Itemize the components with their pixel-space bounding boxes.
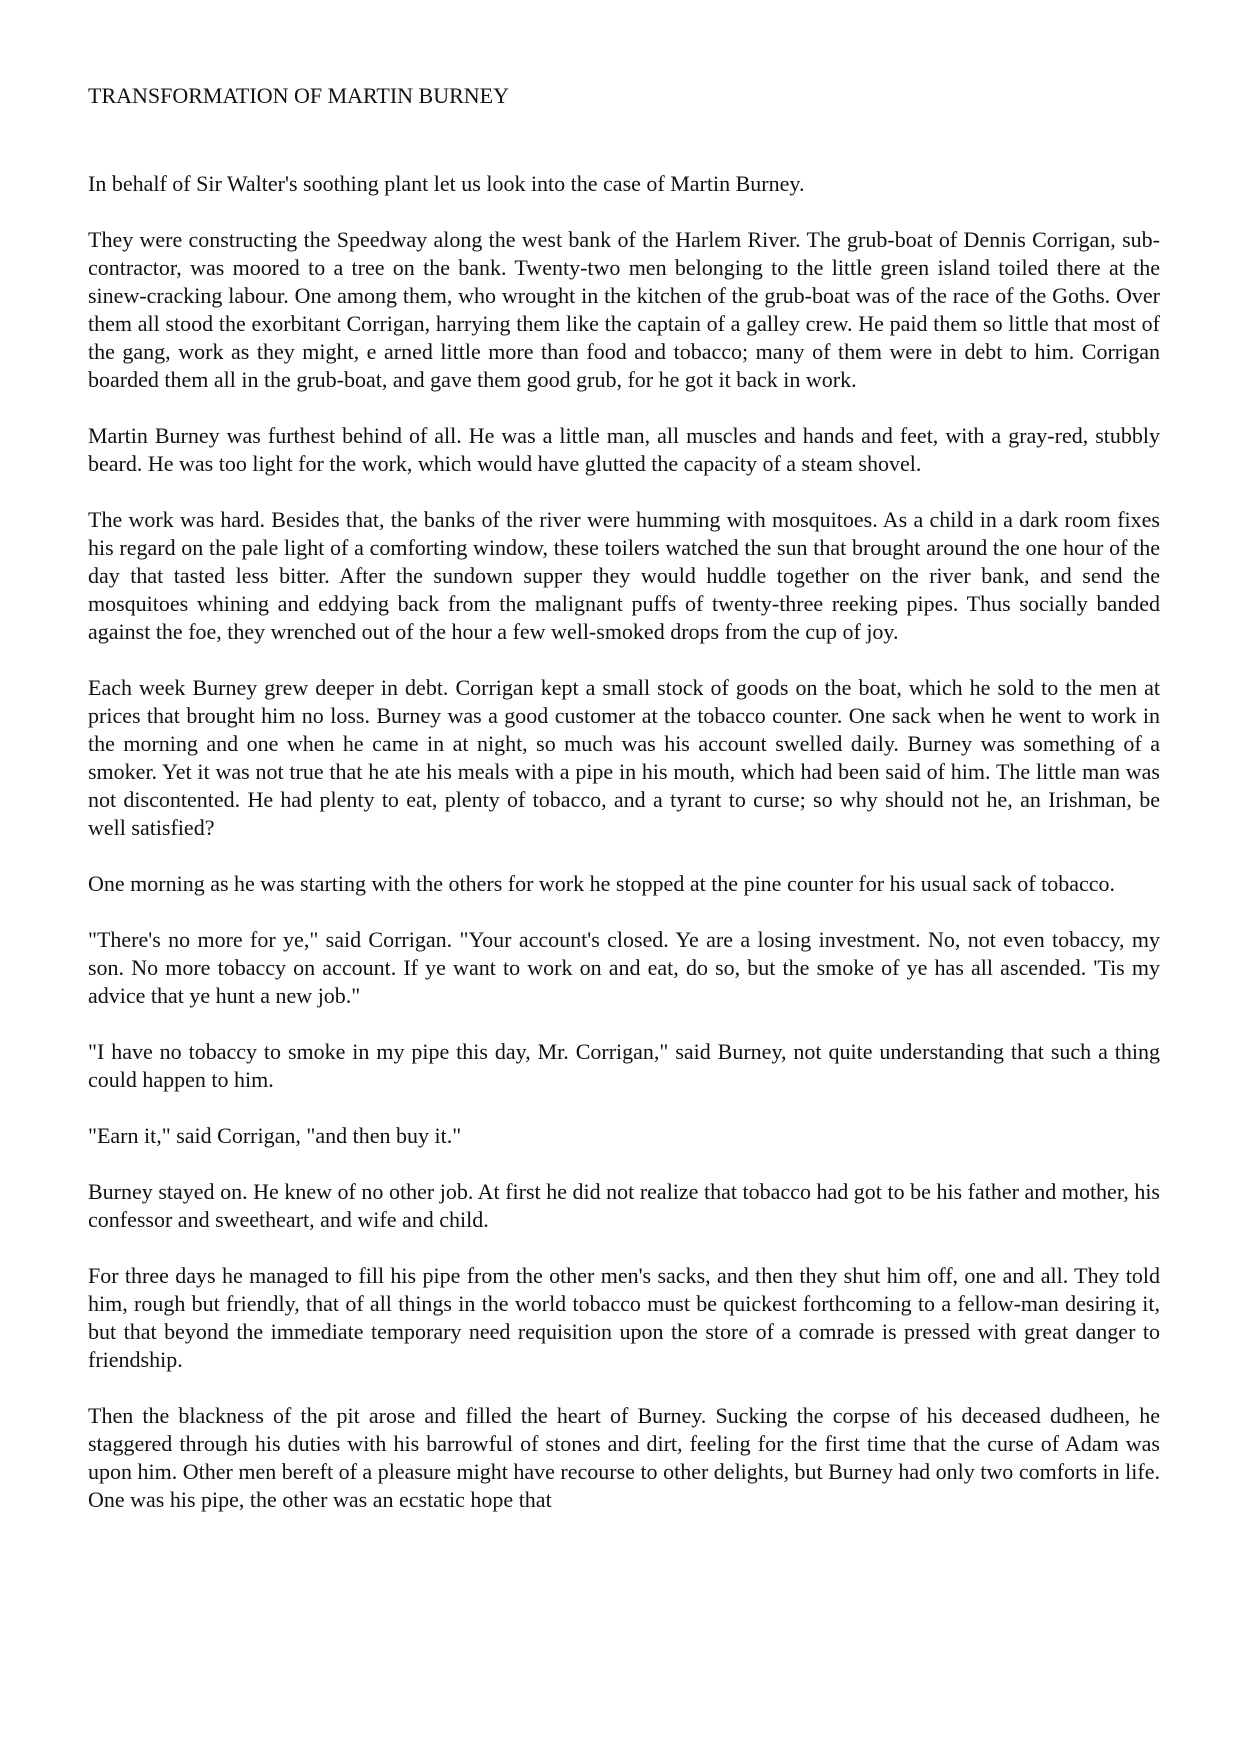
paragraph-12: Then the blackness of the pit arose and filled the heart of Burney. Sucking the corpse of his deceased dudheen, he staggered through his duties with his barrowful of stones and dirt, feeling for the first time that the curse of Adam was upon him. Other men bereft of a pleasure might have recourse to other delights, but Burney had only two comforts in life. One was his pipe, the other was an ecstatic hope that bbox=[88, 1403, 1160, 1512]
paragraph-9: "Earn it," said Corrigan, "and then buy it." bbox=[88, 1123, 462, 1148]
paragraph-3: Martin Burney was furthest behind of all. He was a little man, all muscles and hands and feet, with a gray-red, stubbly beard. He was too light for the work, which would have glutted the capacity of a steam shovel. bbox=[88, 423, 1160, 476]
document-title: TRANSFORMATION OF MARTIN BURNEY bbox=[88, 83, 509, 108]
paragraph-6: One morning as he was starting with the others for work he stopped at the pine counter for his usual sack of tobacco. bbox=[88, 871, 1116, 896]
paragraph-4: The work was hard. Besides that, the banks of the river were humming with mosquitoes. As a child in a dark room fixes his regard on the pale light of a comforting window, these toilers watched the sun that brought around the one hour of the day that tasted less bitter. After the sundown supper they would huddle together on the river bank, and send the mosquitoes whining and eddying back from the malignant puffs of twenty-three reeking pipes. Thus socially banded against the foe, they wrenched out of the hour a few well-smoked drops from the cup of joy. bbox=[88, 507, 1160, 644]
paragraph-2: They were constructing the Speedway along the west bank of the Harlem River. The grub-boat of Dennis Corrigan, sub-contractor, was moored to a tree on the bank. Twenty-two men belonging to the little green island toiled there at the sinew-cracking labour. One among them, who wrought in the kitchen of the grub-boat was of the race of the Goths. Over them all stood the exorbitant Corrigan, harrying them like the captain of a galley crew. He paid them so little that most of the gang, work as they might, e arned little more than food and tobacco; many of them were in debt to him. Corrigan boarded them all in the grub-boat, and gave them good grub, for he got it back in work. bbox=[88, 227, 1160, 392]
paragraph-8: "I have no tobaccy to smoke in my pipe this day, Mr. Corrigan," said Burney, not quite understanding that such a thing could happen to him. bbox=[88, 1039, 1160, 1092]
paragraph-1: In behalf of Sir Walter's soothing plant let us look into the case of Martin Burney. bbox=[88, 171, 805, 196]
paragraph-11: For three days he managed to fill his pipe from the other men's sacks, and then they shut him off, one and all. They told him, rough but friendly, that of all things in the world tobacco must be quickest forthcoming to a fellow-man desiring it, but that beyond the immediate temporary need requisition upon the store of a comrade is pressed with great danger to friendship. bbox=[88, 1263, 1160, 1372]
document-page bbox=[88, 82, 1160, 1542]
paragraph-7: "There's no more for ye," said Corrigan. "Your account's closed. Ye are a losing investment. No, not even tobaccy, my son. No more tobaccy on account. If ye want to work on and eat, do so, but the smoke of ye has all ascended. 'Tis my advice that ye hunt a new job." bbox=[88, 927, 1160, 1008]
paragraph-10: Burney stayed on. He knew of no other job. At first he did not realize that tobacco had got to be his father and mother, his confessor and sweetheart, and wife and child. bbox=[88, 1179, 1160, 1232]
paragraph-5: Each week Burney grew deeper in debt. Corrigan kept a small stock of goods on the boat, which he sold to the men at prices that brought him no loss. Burney was a good customer at the tobacco counter. One sack when he went to work in the morning and one when he came in at night, so much was his account swelled daily. Burney was something of a smoker. Yet it was not true that he ate his meals with a pipe in his mouth, which had been said of him. The little man was not discontented. He had plenty to eat, plenty of tobacco, and a tyrant to curse; so why should not he, an Irishman, be well satisfied? bbox=[88, 675, 1160, 840]
